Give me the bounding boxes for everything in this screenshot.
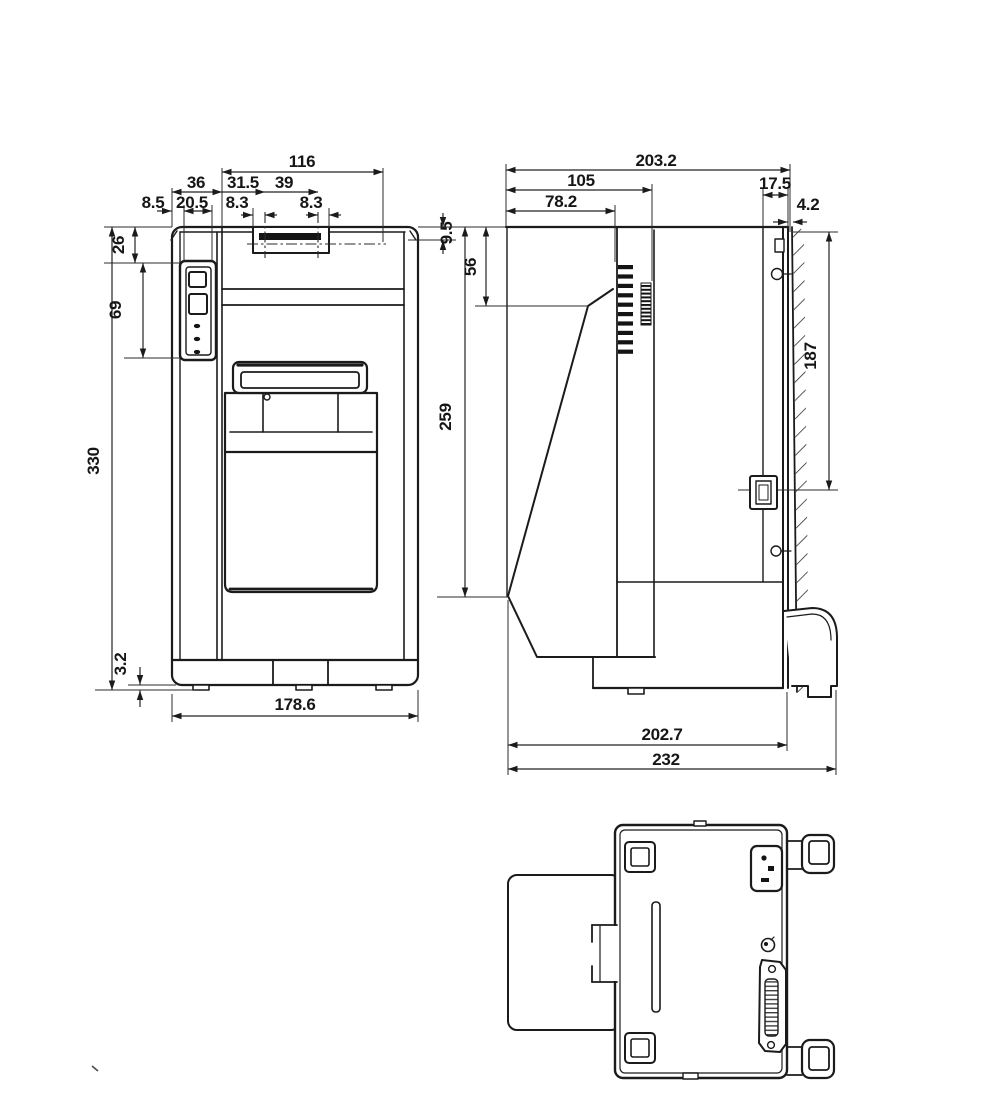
dim-label-front-hole-pitch: 39 <box>274 173 294 192</box>
dim-label-front-top-recess: 9.5 <box>437 221 456 245</box>
wall-bracket <box>784 608 837 697</box>
ac-pin <box>768 866 774 871</box>
ac-pin <box>761 855 766 860</box>
dim-label-front-foot-height: 3.2 <box>111 652 130 676</box>
dim-label-front-hole-inset-left: 8.3 <box>225 193 249 212</box>
front-view <box>84 152 456 722</box>
dim-label-side-body-depth: 202.7 <box>641 725 683 744</box>
dim-label-side-front-top-depth: 78.2 <box>545 192 577 211</box>
dim-label-front-edge-margin: 8.5 <box>141 193 165 212</box>
scan-mark <box>92 1066 98 1071</box>
control-panel <box>180 261 216 360</box>
ac-pin <box>761 878 769 882</box>
bottom-view <box>508 821 834 1079</box>
dim-label-side-vent-depth: 105 <box>567 171 595 190</box>
dim-label-front-hole-inset-right: 8.3 <box>299 193 323 212</box>
dim-label-front-overall-height: 330 <box>84 447 103 475</box>
foot <box>296 685 312 690</box>
ac-inlet <box>751 846 782 891</box>
dim-label-front-panel-top-offset: 26 <box>109 235 128 255</box>
rear-screw <box>771 546 781 556</box>
slot-opening <box>259 233 321 240</box>
wall-hook <box>775 239 784 252</box>
foot-pad <box>625 1033 655 1063</box>
foot <box>193 685 209 690</box>
connector-screw <box>768 1042 775 1049</box>
dim-label-front-left-section: 36 <box>186 173 206 192</box>
foot-pad <box>625 842 655 872</box>
connector-screw <box>769 966 776 973</box>
dim-label-front-panel-height: 69 <box>106 300 125 320</box>
foot <box>628 688 644 694</box>
vent-louvers <box>618 265 651 354</box>
tray-latch <box>592 925 617 982</box>
panel-led-1 <box>194 324 200 328</box>
dim-label-front-overall-width: 178.6 <box>274 695 316 714</box>
side-view <box>418 151 838 775</box>
foot <box>376 685 392 690</box>
dim-label-front-slot-offset: 31.5 <box>227 173 259 192</box>
dim-label-side-rear-top-section: 17.5 <box>759 174 791 193</box>
rear-knob <box>772 269 783 280</box>
connector-slot <box>765 979 778 1036</box>
vent-grille <box>641 283 651 325</box>
panel-led-2 <box>194 337 200 341</box>
panel-led-3 <box>194 350 200 354</box>
dim-label-side-front-height: 259 <box>436 403 455 431</box>
mount-tab-bottom <box>787 1040 834 1078</box>
dim-label-side-rear-height: 187 <box>801 342 820 370</box>
dim-label-side-overall-depth-with-hook: 232 <box>652 750 680 769</box>
front-cover <box>225 362 377 592</box>
mount-tab-top <box>787 835 834 873</box>
dim-label-front-panel-width: 20.5 <box>176 193 208 212</box>
dim-label-side-overall-depth: 203.2 <box>635 151 677 170</box>
dim-label-side-wall-clearance: 4.2 <box>796 195 820 214</box>
parallel-connector <box>759 960 786 1052</box>
dim-label-front-top-width: 116 <box>288 152 316 171</box>
dim-label-side-slope-top-height: 56 <box>461 257 480 277</box>
